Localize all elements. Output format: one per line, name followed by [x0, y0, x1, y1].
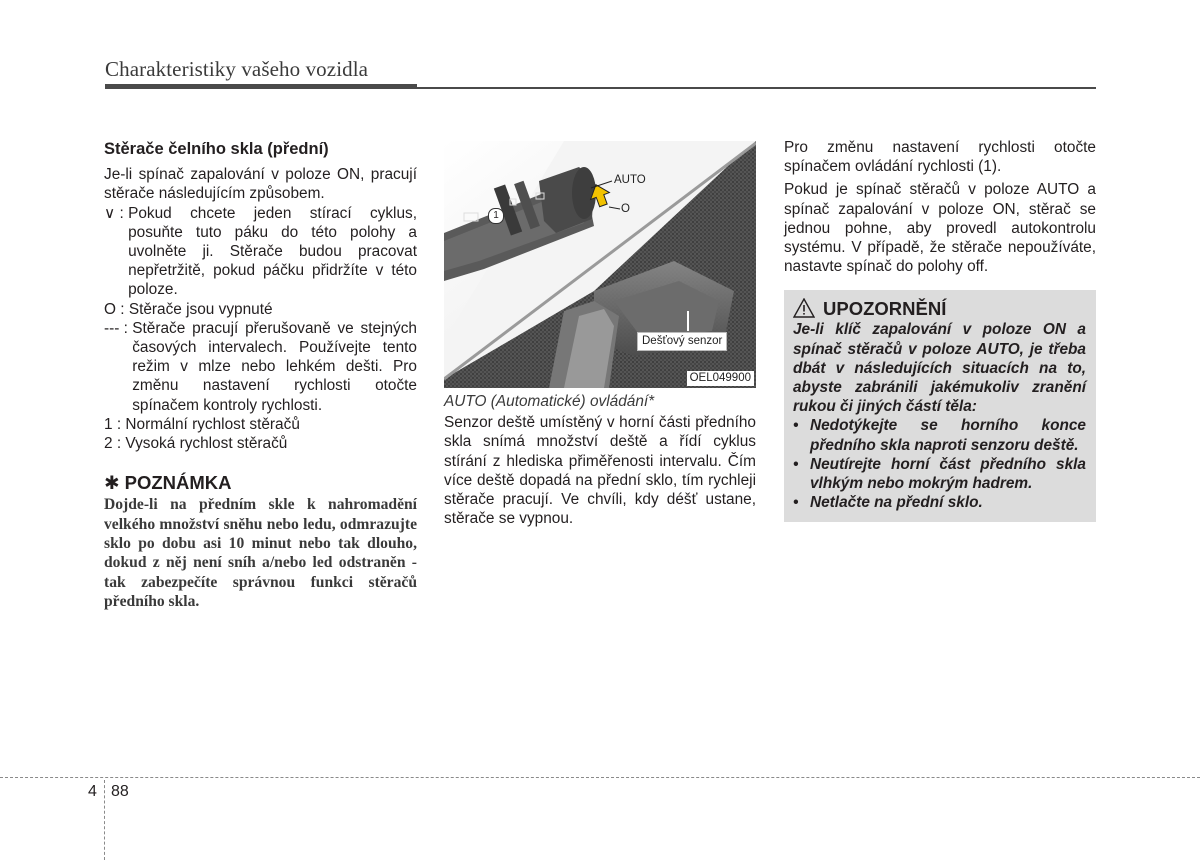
list-text: Vysoká rychlost stěračů: [125, 435, 288, 453]
warning-box: [784, 290, 1096, 522]
warning-bullet: [793, 493, 1086, 512]
page-number: 88: [111, 783, 129, 800]
bullet-text: Neutírejte horní část předního skla vlhkým nebo mokrým hadrem.: [810, 455, 1086, 493]
list-marker: O :: [104, 300, 129, 318]
auto-selfcheck-paragraph: Pokud je spínač stěračů v poloze AUTO a spínač zapalování v poloze ON, stěrač se jednou pohne, aby provedl autokontrolu systému. V případě, že stěrače nepoužíváte, nastavte spínač do polohy off.: [784, 181, 1096, 276]
auto-description: Senzor deště umístěný v horní části předního skla snímá množství deště a řídí cyklus stírání z hlediska přiměřenosti intervalu. Čím více deště dopadá na přední sklo, tím rychleji stěrače pracují. Ve chvíli, kdy déšť ustane, stěrače se vypnou.: [444, 414, 756, 528]
intro-text: Je-li spínač zapalování v poloze ON, pracují stěrače následujícím způsobem.: [104, 166, 417, 203]
warning-bullet: [793, 455, 1086, 493]
page-header-title: Charakteristiky vašeho vozidla: [105, 57, 369, 81]
list-item: [104, 319, 417, 415]
right-column: [784, 138, 1096, 522]
list-marker: --- :: [104, 319, 133, 337]
warning-heading-row: [793, 298, 1086, 318]
warning-list: [793, 416, 1086, 512]
list-text: Stěrače jsou vypnuté: [128, 300, 273, 318]
note-text: Dojde-li na předním skle k nahromadění velkého množství sněhu nebo ledu, odmrazujte sklo po dobu asi 10 minut nebo tak dlouho, dokud z něj není sníh a/nebo led odstraněn - tak zabezpečíte správnou funkci stěračů předního skla.: [104, 496, 417, 610]
warning-heading: UPOZORNĚNÍ: [823, 297, 947, 319]
left-column: [104, 138, 417, 611]
label-off: O: [621, 203, 630, 215]
footer-vertical-rule: [104, 780, 105, 860]
header-rule-thin: [417, 87, 1096, 89]
bullet-text: Nedotýkejte se horního konce předního skla naproti senzoru deště.: [810, 417, 1086, 454]
list-marker: 1 :: [104, 415, 126, 433]
bullet-marker: •: [793, 455, 799, 473]
list-item: [104, 204, 417, 300]
list-item: [104, 300, 417, 319]
warning-bullet: [793, 416, 1086, 454]
list-text: Pokud chcete jeden stírací cyklus, posuňte tuto páku do této polohy a uvolněte ji. Stěrače budou pracovat nepřetržitě, pokud páčku přidržíte v této poloze.: [128, 204, 417, 299]
bullet-marker: •: [793, 417, 799, 435]
figure-code: OEL049900: [687, 371, 754, 386]
warning-text: Je-li klíč zapalování v poloze ON a spínač stěračů v poloze AUTO, je třeba dbát v následujících situacích na to, abyste zabránili jakémukoliv zranění rukou či jiných částí těla:: [793, 321, 1086, 416]
list-text: Normální rychlost stěračů: [125, 415, 300, 433]
list-item: [104, 434, 417, 453]
warning-triangle-icon: [793, 298, 815, 318]
label-speed-switch: 1: [488, 208, 504, 224]
middle-column: [444, 138, 756, 528]
figure-caption: AUTO (Automatické) ovládání*: [444, 393, 655, 410]
list-marker: 2 :: [104, 435, 126, 453]
list-marker: ∨ :: [104, 204, 129, 222]
list-text: Stěrače pracují přerušovaně ve stejných časových intervalech. Používejte tento režim v mlze nebo lehkém dešti. Pro změnu nastavení rychlosti otočte spínačem kontroly rychlosti.: [132, 319, 417, 414]
section-heading: Stěrače čelního skla (přední): [104, 140, 329, 158]
label-rain-sensor: Dešťový senzor: [637, 332, 727, 351]
list-item: [104, 415, 417, 434]
bullet-text: Netlačte na přední sklo.: [810, 494, 983, 512]
footer-dashed-rule: [0, 777, 1200, 778]
speed-paragraph: Pro změnu nastavení rychlosti otočte spínačem ovládání rychlosti (1).: [784, 139, 1096, 176]
wiper-switch-illustration: [444, 141, 756, 388]
section-number: 4: [88, 783, 97, 800]
label-auto: AUTO: [614, 174, 646, 186]
header-rule-thick: [105, 84, 417, 89]
note-heading: ✱ POZNÁMKA: [104, 472, 232, 494]
bullet-marker: •: [793, 494, 799, 512]
